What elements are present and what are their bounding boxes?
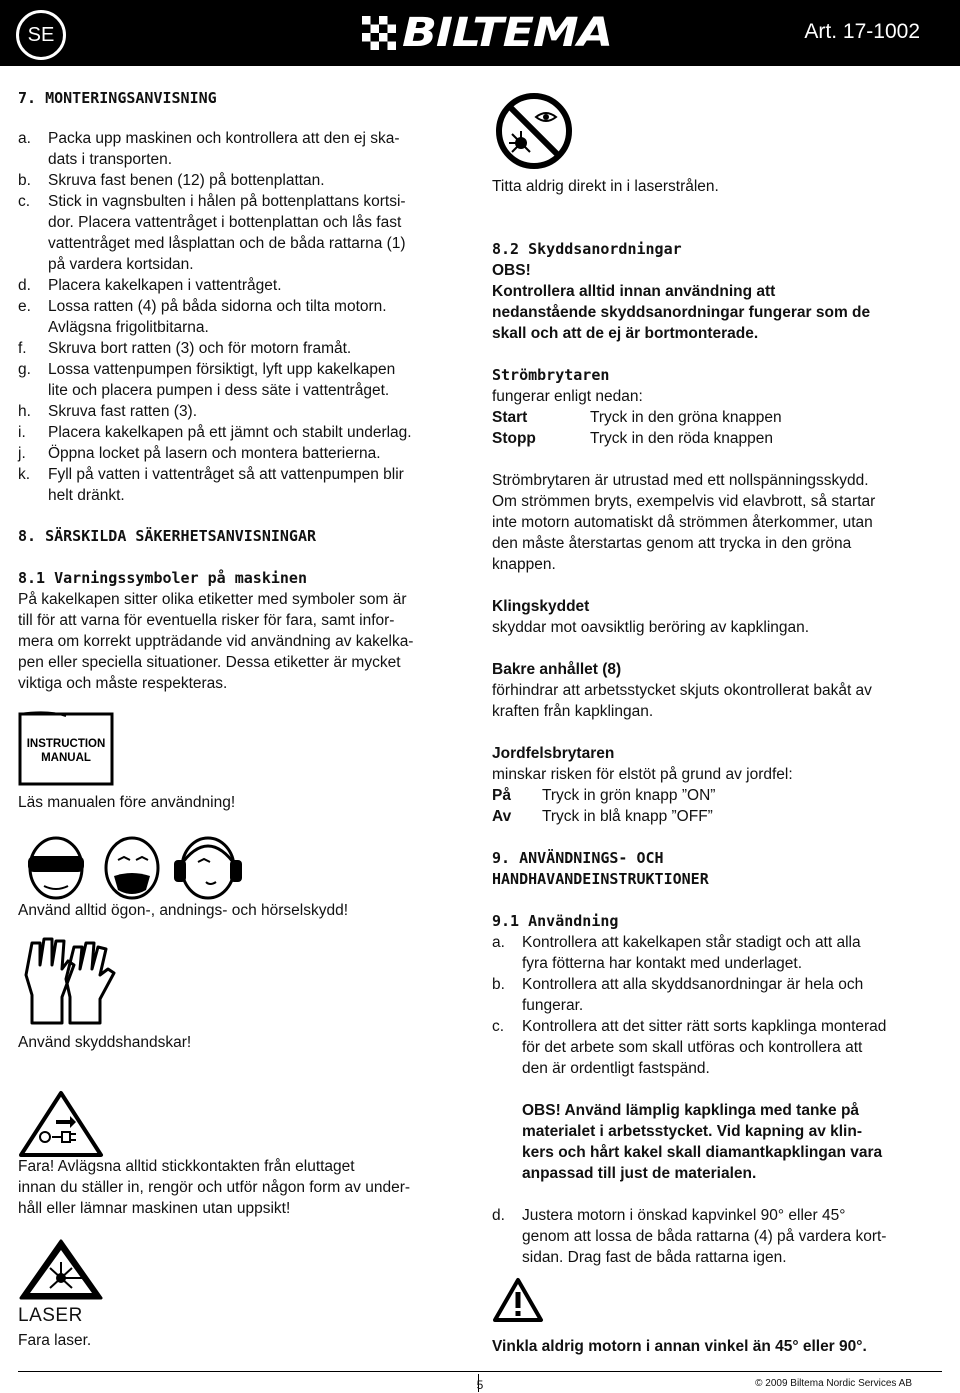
list-text bbox=[48, 359, 468, 401]
section-8-1-text bbox=[18, 589, 468, 694]
list-line: Kontrollera att det sitter rätt sorts kapklinga monterad bbox=[522, 1018, 887, 1035]
list-item bbox=[492, 932, 942, 974]
section-9-1-title: 9.1 Användning bbox=[492, 912, 619, 930]
list-line: dats i transporten. bbox=[48, 151, 173, 168]
list-line: helt dränkt. bbox=[48, 487, 125, 504]
text-line: kraften från kapklingan. bbox=[492, 703, 654, 720]
list-key: e. bbox=[18, 298, 31, 315]
definition-key: Start bbox=[492, 409, 528, 426]
no-laser-eye-icon bbox=[494, 91, 574, 171]
list-text bbox=[48, 296, 468, 338]
text-line: Fara! Avlägsna alltid stickkontakten från eluttaget bbox=[18, 1158, 355, 1175]
definition-key: Av bbox=[492, 808, 512, 825]
section-8-1-title: 8.1 Varningssymboler på maskinen bbox=[18, 569, 307, 587]
list-line: fyra fötterna har kontakt med underlaget. bbox=[522, 955, 803, 972]
switch-rows bbox=[492, 407, 942, 449]
list-item bbox=[18, 443, 468, 464]
laser-caption: Fara laser. bbox=[18, 1332, 92, 1349]
laser-label: LASER bbox=[18, 1305, 83, 1326]
manual-caption: Läs manualen före användning! bbox=[18, 794, 236, 811]
section-8-title: 8. SÄRSKILDA SÄKERHETSANVISNINGAR bbox=[18, 527, 317, 545]
respirator-icon bbox=[106, 838, 158, 898]
list-text bbox=[48, 464, 468, 506]
rcd-text: minskar risken för elstöt på grund av jordfel: bbox=[492, 766, 793, 783]
list-text bbox=[48, 422, 468, 443]
list-line: genom att lossa de båda rattarna (4) på vardera kort- bbox=[522, 1228, 887, 1245]
list-item bbox=[18, 128, 468, 170]
list-line: på vardera kortsidan. bbox=[48, 256, 194, 273]
text-line: OBS! Använd lämplig kapklinga med tanke på bbox=[522, 1102, 860, 1119]
list-line: Fyll på vatten i vattentråget så att vattenpumpen blir bbox=[48, 466, 404, 483]
switch-intro: fungerar enligt nedan: bbox=[492, 388, 643, 405]
list-key: b. bbox=[492, 976, 505, 993]
list-key: a. bbox=[492, 934, 505, 951]
list-item bbox=[18, 464, 468, 506]
list-key: f. bbox=[18, 340, 27, 357]
footer-divider bbox=[18, 1371, 942, 1372]
list-item bbox=[18, 401, 468, 422]
text-line: innan du ställer in, rengör och utför någon form av under- bbox=[18, 1179, 411, 1196]
guard-text: skyddar mot oavsiktlig beröring av kapklingan. bbox=[492, 619, 810, 636]
list-text bbox=[522, 1205, 942, 1268]
list-key: h. bbox=[18, 403, 31, 420]
list-text bbox=[522, 974, 942, 1016]
definition-value: Tryck in blå knapp ”OFF” bbox=[542, 808, 713, 825]
section-9-title bbox=[492, 848, 942, 890]
page-number: 5 bbox=[476, 1378, 484, 1392]
text-line: mera om korrekt uppträdande vid användning av kakelka- bbox=[18, 633, 414, 650]
warning-triangle-icon bbox=[492, 1277, 544, 1323]
list-line: dor. Placera vattentråget i bottenplattan och lås fast bbox=[48, 214, 402, 231]
list-line: Avlägsna frigolitbitarna. bbox=[48, 319, 209, 336]
ppe-icons bbox=[18, 832, 328, 900]
list-text bbox=[48, 191, 468, 275]
list-line: Justera motorn i önskad kapvinkel 90° eller 45° bbox=[522, 1207, 846, 1224]
text-line: HANDHAVANDEINSTRUKTIONER bbox=[492, 870, 709, 888]
text-line: förhindrar att arbetsstycket skjuts okontrollerat bakåt av bbox=[492, 682, 872, 699]
list-item bbox=[18, 338, 468, 359]
list-key: b. bbox=[18, 172, 31, 189]
list-text bbox=[48, 170, 468, 191]
switch-title: Strömbrytaren bbox=[492, 366, 610, 384]
list-line: Skruva fast ratten (3). bbox=[48, 403, 198, 420]
text-line: viktiga och måste respekteras. bbox=[18, 675, 228, 692]
definition-value: Tryck in grön knapp ”ON” bbox=[542, 787, 716, 804]
laser-warning-icon bbox=[18, 1238, 104, 1300]
section-7-title: 7. MONTERINGSANVISNING bbox=[18, 89, 217, 107]
list-key: g. bbox=[18, 361, 31, 378]
list-line: Skruva bort ratten (3) och för motorn framåt. bbox=[48, 340, 352, 357]
page-header bbox=[0, 0, 960, 66]
unplug-warning-icon bbox=[18, 1090, 104, 1158]
list-key: i. bbox=[18, 424, 26, 441]
list-line: Stick in vagnsbulten i hålen på bottenplattans kortsi- bbox=[48, 193, 406, 210]
list-item bbox=[18, 296, 468, 338]
brand-logo bbox=[362, 10, 613, 56]
article-number: Art. 17-1002 bbox=[804, 20, 920, 43]
list-text bbox=[48, 338, 468, 359]
text-line: inte motorn automatiskt då strömmen återkommer, utan bbox=[492, 514, 873, 531]
rear-stop-title: Bakre anhållet (8) bbox=[492, 661, 622, 678]
list-text bbox=[48, 128, 468, 170]
instruction-manual-icon bbox=[18, 710, 114, 786]
definition-value: Tryck in den gröna knappen bbox=[590, 409, 782, 426]
text-line: anpassad till just de materialen. bbox=[522, 1165, 757, 1182]
gloves-caption: Använd skyddshandskar! bbox=[18, 1034, 192, 1051]
right-column bbox=[492, 176, 942, 1268]
list-line: Kontrollera att alla skyddsanordningar är hela och bbox=[522, 976, 864, 993]
copyright: © 2009 Biltema Nordic Services AB bbox=[755, 1378, 912, 1389]
list-text bbox=[48, 275, 468, 296]
list-line: Öppna locket på lasern och montera batterierna. bbox=[48, 445, 381, 462]
definition-row bbox=[492, 785, 942, 806]
list-line: Lossa ratten (4) på båda sidorna och tilta motorn. bbox=[48, 298, 387, 315]
rcd-rows bbox=[492, 785, 942, 827]
list-line: Packa upp maskinen och kontrollera att den ej ska- bbox=[48, 130, 400, 147]
list-text bbox=[48, 443, 468, 464]
text-line: till för att varna för eventuella risker för fara, samt infor- bbox=[18, 612, 395, 629]
brand-name: BILTEMA bbox=[402, 10, 613, 56]
unplug-caption bbox=[18, 1156, 468, 1219]
checker-flag-icon bbox=[362, 16, 396, 50]
list-line: fungerar. bbox=[522, 997, 584, 1014]
text-line: nedanstående skyddsanordningar fungerar som de bbox=[492, 304, 871, 321]
list-line: sidan. Drag fast de båda rattarna igen. bbox=[522, 1249, 787, 1266]
list-line: lite och placera pumpen i dess säte i vattentråget. bbox=[48, 382, 390, 399]
guard-title: Klingskyddet bbox=[492, 598, 590, 615]
left-column bbox=[18, 88, 468, 506]
list-key: a. bbox=[18, 130, 31, 147]
list-text bbox=[48, 401, 468, 422]
text-line: materialet i arbetsstycket. Vid kapning av klin- bbox=[522, 1123, 862, 1140]
definition-key: På bbox=[492, 787, 511, 804]
obs2-text bbox=[522, 1100, 942, 1184]
obs-title: OBS! bbox=[492, 262, 531, 279]
text-line: På kakelkapen sitter olika etiketter med symboler som är bbox=[18, 591, 407, 608]
text-line: kers och hårt kakel skall diamantkapklingan vara bbox=[522, 1144, 883, 1161]
list-line: Skruva fast benen (12) på bottenplattan. bbox=[48, 172, 325, 189]
obs-text bbox=[492, 281, 942, 344]
definition-row bbox=[492, 407, 942, 428]
section-8-2-title: 8.2 Skyddsanordningar bbox=[492, 240, 682, 258]
definition-key: Stopp bbox=[492, 430, 536, 447]
list-item bbox=[492, 1205, 942, 1268]
assembly-steps bbox=[18, 128, 468, 506]
definition-value: Tryck in den röda knappen bbox=[590, 430, 773, 447]
list-line: Placera kakelkapen i vattentråget. bbox=[48, 277, 282, 294]
rear-stop-text bbox=[492, 680, 942, 722]
ear-protection-icon bbox=[174, 838, 242, 898]
list-text bbox=[522, 1016, 942, 1079]
laser-eye-caption: Titta aldrig direkt in i laserstrålen. bbox=[492, 178, 719, 195]
list-item bbox=[18, 275, 468, 296]
usage-step-d bbox=[492, 1205, 942, 1268]
usage-steps bbox=[492, 932, 942, 1079]
list-item bbox=[492, 974, 942, 1016]
definition-row bbox=[492, 806, 942, 827]
list-item bbox=[18, 170, 468, 191]
text-line: håll eller lämnar maskinen utan uppsikt! bbox=[18, 1200, 291, 1217]
text-line: Strömbrytaren är utrustad med ett nollspänningsskydd. bbox=[492, 472, 869, 489]
switch-text bbox=[492, 470, 942, 575]
language-badge: SE bbox=[16, 10, 66, 60]
list-text bbox=[522, 932, 942, 974]
text-line: Kontrollera alltid innan användning att bbox=[492, 283, 776, 300]
list-key: d. bbox=[492, 1207, 505, 1224]
goggles-icon bbox=[28, 838, 84, 898]
angle-warning: Vinkla aldrig motorn i annan vinkel än 45° eller 90°. bbox=[492, 1338, 867, 1355]
list-line: den är ordentligt fastspänd. bbox=[522, 1060, 710, 1077]
text-line: skall och att de ej är bortmonterade. bbox=[492, 325, 759, 342]
text-line: pen eller speciella situationer. Dessa etiketter är mycket bbox=[18, 654, 401, 671]
section-8-block bbox=[18, 526, 468, 694]
list-line: Placera kakelkapen på ett jämnt och stabilt underlag. bbox=[48, 424, 412, 441]
list-line: för det arbete som skall utföras och kontrollera att bbox=[522, 1039, 863, 1056]
list-key: c. bbox=[492, 1018, 505, 1035]
manual-icon-line2: MANUAL bbox=[41, 752, 91, 764]
list-key: d. bbox=[18, 277, 31, 294]
list-item bbox=[492, 1016, 942, 1079]
list-key: c. bbox=[18, 193, 31, 210]
list-line: vattentråget med låsplattan och de båda rattarna (1) bbox=[48, 235, 406, 252]
text-line: 9. ANVÄNDNINGS- OCH bbox=[492, 849, 664, 867]
list-item bbox=[18, 191, 468, 275]
gloves-icon bbox=[18, 935, 118, 1027]
rcd-title: Jordfelsbrytaren bbox=[492, 745, 615, 762]
definition-row bbox=[492, 428, 942, 449]
ppe-caption: Använd alltid ögon-, andnings- och hörselskydd! bbox=[18, 902, 349, 919]
list-key: j. bbox=[18, 445, 26, 462]
manual-icon-line1: INSTRUCTION bbox=[26, 738, 106, 750]
text-line: Om strömmen bryts, exempelvis vid elavbrott, så startar bbox=[492, 493, 876, 510]
list-line: Lossa vattenpumpen försiktigt, lyft upp kakelkapen bbox=[48, 361, 396, 378]
list-item bbox=[18, 359, 468, 401]
list-key: k. bbox=[18, 466, 31, 483]
text-line: knappen. bbox=[492, 556, 556, 573]
list-item bbox=[18, 422, 468, 443]
text-line: den måste återstartas genom att trycka in den gröna bbox=[492, 535, 852, 552]
list-line: Kontrollera att kakelkapen står stadigt och att alla bbox=[522, 934, 861, 951]
